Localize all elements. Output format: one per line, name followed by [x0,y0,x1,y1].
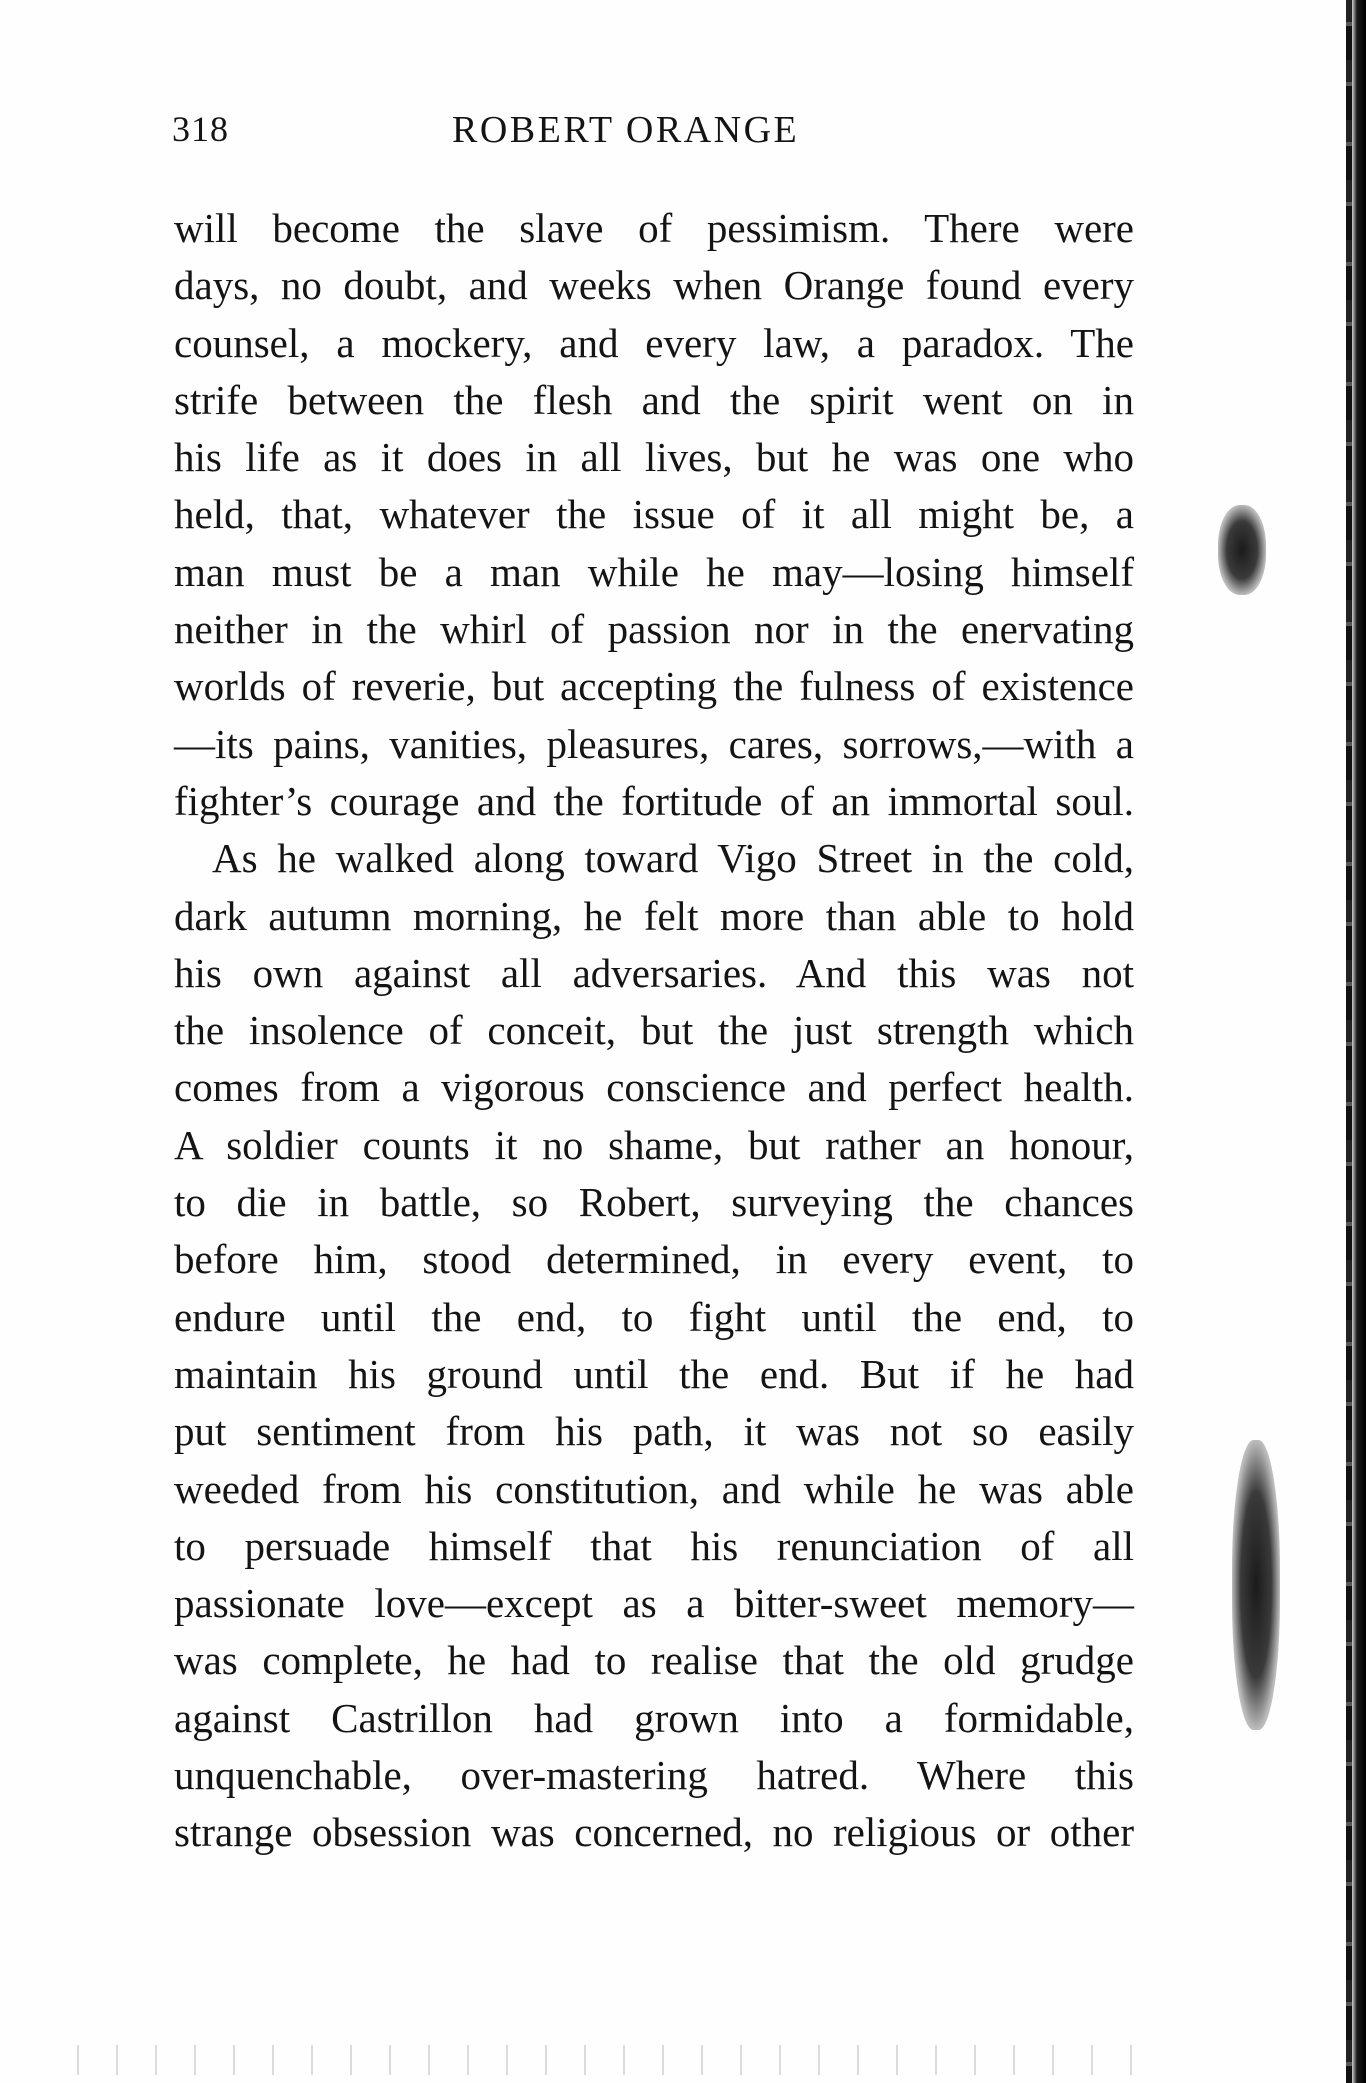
text-line: neither in the whirl of passion nor in the enervating [174,606,1134,653]
text-line: his own against all adversaries. And this was not [174,949,1134,996]
text-line: held, that, whatever the issue of it all might be, a [174,491,1134,538]
book-title: ROBERT ORANGE [452,109,800,151]
text-line: comes from a vigorous conscience and perfect health. [174,1064,1134,1111]
text-line: —its pains, vanities, pleasures, cares, sorrows,—with a [174,720,1134,767]
text-line: worlds of reverie, but accepting the fulness of existence [174,663,1134,710]
text-line: dark autumn morning, he felt more than able to hold [174,892,1134,939]
text-line: passionate love—except as a bitter-sweet memory— [174,1580,1134,1627]
text-line: before him, stood determined, in every event, to [174,1236,1134,1283]
text-line: endure until the end, to fight until the end, to [174,1293,1134,1340]
running-head [172,108,1132,158]
text-line: to persuade himself that his renunciation of all [174,1522,1134,1569]
text-line: his life as it does in all lives, but he was one who [174,434,1134,481]
page-number: 318 [172,109,229,149]
paragraph-end-line: fighter’s courage and the fortitude of an immortal soul. [174,777,1134,824]
text-line: days, no doubt, and weeks when Orange found every [174,262,1134,309]
text-line: strife between the flesh and the spirit went on in [174,376,1134,423]
text-line: the insolence of conceit, but the just strength which [174,1007,1134,1054]
text-line: strange obsession was concerned, no religious or other [174,1809,1134,1856]
text-line: unquenchable, over-mastering hatred. Where this [174,1752,1134,1799]
paragraph-start-line: As he walked along toward Vigo Street in the cold, [212,835,1134,882]
text-line: put sentiment from his path, it was not so easily [174,1408,1134,1455]
scan-specks [40,2045,1140,2075]
text-line: to die in battle, so Robert, surveying the chances [174,1179,1134,1226]
text-line: was complete, he had to realise that the old grudge [174,1637,1134,1684]
text-line: against Castrillon had grown into a formidable, [174,1694,1134,1741]
binding-gutter-shadow [1346,0,1352,2083]
text-line: maintain his ground until the end. But if he had [174,1350,1134,1397]
text-line: will become the slave of pessimism. There were [174,205,1134,251]
scan-ink-blot [1232,1440,1280,1730]
text-line: man must be a man while he may—losing himself [174,548,1134,595]
text-line: weeded from his constitution, and while he was able [174,1465,1134,1512]
text-line: A soldier counts it no shame, but rather an honour, [174,1121,1134,1168]
text-line: counsel, a mockery, and every law, a paradox. The [174,319,1134,366]
body-text [174,200,1134,1862]
scan-ink-blot [1218,505,1266,595]
